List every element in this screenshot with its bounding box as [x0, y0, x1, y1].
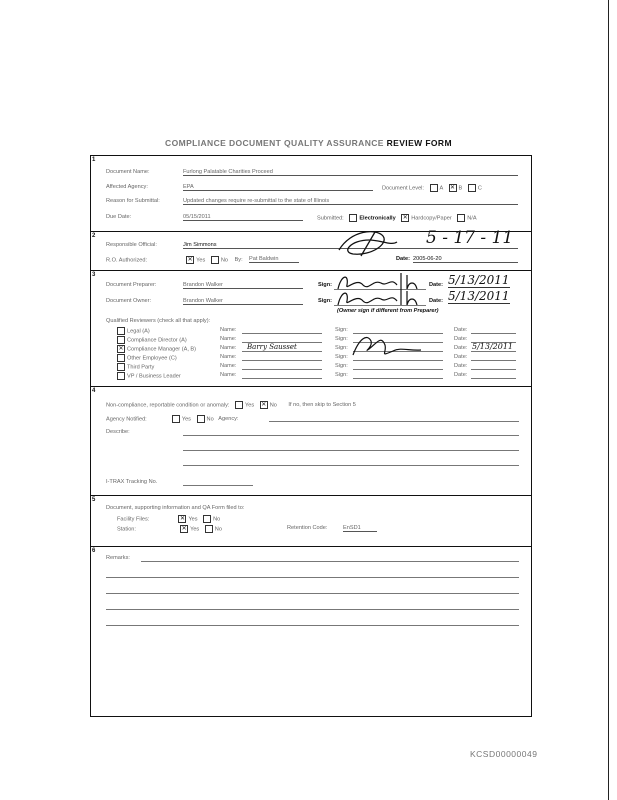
- reviewer-row: [113, 336, 187, 344]
- station-yes-label: Yes: [190, 526, 200, 533]
- reviewer-sign-line[interactable]: [353, 369, 443, 370]
- tracking-label: I-TRAX Tracking No.: [106, 479, 158, 485]
- reviewer-date-line[interactable]: [471, 369, 516, 370]
- due-date-label: Due Date:: [106, 214, 132, 220]
- reviewer-date-label: Date:: [454, 327, 468, 333]
- noncompliance-no-label: No: [269, 402, 277, 409]
- remarks-line[interactable]: [106, 625, 519, 626]
- reviewer-label: Legal (A): [127, 328, 150, 335]
- reviewer-date-line[interactable]: [471, 378, 516, 379]
- reviewer-label: Third Party: [127, 364, 155, 371]
- reviewer-checkbox[interactable]: ✕: [118, 346, 124, 352]
- owner-sign-label: Sign:: [318, 298, 332, 304]
- retention-code-value[interactable]: EnSD1: [343, 525, 377, 532]
- reviewer-name-line[interactable]: [242, 351, 322, 352]
- section-2: [91, 228, 531, 271]
- ro-no-label: No: [220, 257, 229, 264]
- reviewer-date-line[interactable]: [471, 360, 516, 361]
- level-c-label: C: [477, 185, 482, 192]
- na-label: N/A: [467, 215, 477, 222]
- station-yes-checkbox[interactable]: ✕: [181, 526, 187, 532]
- noncompliance-label: Non-compliance, reportable condition or anomaly:: [106, 402, 230, 409]
- reviewer-name-label: Name:: [220, 363, 237, 369]
- document-level: [382, 184, 482, 192]
- ro-yes-label: Yes: [196, 257, 206, 264]
- section-number: 1: [92, 157, 96, 163]
- section-4: [91, 387, 531, 496]
- na-checkbox[interactable]: [457, 214, 465, 222]
- section-6: [91, 547, 531, 716]
- agency-no-label: No: [206, 416, 214, 423]
- skip-note: If no, then skip to Section 5: [288, 402, 356, 409]
- affected-agency-label: Affected Agency:: [106, 184, 148, 190]
- section-number: 3: [92, 272, 96, 278]
- station-label: Station:: [117, 526, 136, 533]
- reviewer-name-handwritten: Barry Sausset: [247, 343, 297, 351]
- reviewer-name-label: Name:: [220, 372, 237, 378]
- reviewer-name-label: Name:: [220, 336, 237, 342]
- agency-yes-label: Yes: [181, 416, 191, 423]
- section-5: [91, 496, 531, 547]
- title-bold: REVIEW FORM: [386, 138, 452, 148]
- reviewer-checkbox[interactable]: [117, 363, 125, 371]
- reviewer-date-handwritten: 5/13/2011: [472, 342, 514, 351]
- tracking-line[interactable]: [183, 485, 253, 486]
- affected-agency-value[interactable]: EPA: [183, 184, 373, 191]
- owner-date-value: 5/13/2011: [448, 289, 510, 303]
- section-number: 5: [92, 497, 96, 503]
- preparer-value[interactable]: Brandon Walker: [183, 282, 303, 289]
- remarks-line[interactable]: [106, 577, 519, 578]
- section-1: [91, 156, 531, 232]
- reviewer-name-label: Name:: [220, 345, 237, 351]
- facility-yes-label: Yes: [188, 516, 198, 523]
- reviewer-checkbox[interactable]: [117, 336, 125, 344]
- level-a-label: A: [439, 185, 443, 192]
- describe-line[interactable]: [183, 465, 519, 466]
- remarks-label: Remarks:: [106, 555, 130, 561]
- reviewer-name-label: Name:: [220, 354, 237, 360]
- reviewer-name-line[interactable]: [242, 369, 322, 370]
- page-edge: [608, 0, 609, 800]
- agency-label: Agency:: [218, 416, 239, 423]
- reviewer-date-label: Date:: [454, 372, 468, 378]
- station-row: [117, 525, 222, 533]
- electronically-checkbox[interactable]: [349, 214, 357, 222]
- reviewer-date-label: Date:: [454, 354, 468, 360]
- preparer-sign-label: Sign:: [318, 282, 332, 288]
- reviewer-date-label: Date:: [454, 336, 468, 342]
- electronically-label: Electronically: [359, 215, 396, 222]
- responsible-official-label: Responsible Official:: [106, 242, 157, 248]
- reviewer-checkbox[interactable]: [117, 372, 125, 380]
- filed-intro: Document, supporting information and QA Form filed to:: [106, 505, 245, 511]
- reviewer-name-label: Name:: [220, 327, 237, 333]
- agency-line[interactable]: [269, 421, 519, 422]
- preparer-label: Document Preparer:: [106, 282, 157, 288]
- review-form: [90, 155, 532, 717]
- due-date-value[interactable]: 05/15/2011: [183, 214, 303, 221]
- date-label: Date:: [396, 256, 410, 262]
- date-value[interactable]: 2005-06-20: [413, 256, 518, 263]
- reviewer-label: Compliance Manager (A, B): [127, 346, 197, 353]
- reviewer-signature: [349, 331, 429, 359]
- reviewer-label: VP / Business Leader: [127, 373, 181, 380]
- owner-value[interactable]: Brandon Walker: [183, 298, 303, 305]
- reviewer-row: [113, 363, 154, 371]
- submitted-options: [317, 214, 477, 222]
- reviewer-date-label: Date:: [454, 363, 468, 369]
- describe-line[interactable]: [183, 450, 519, 451]
- remarks-line[interactable]: [106, 609, 519, 610]
- facility-no-label: No: [213, 516, 221, 523]
- reviewer-sign-label: Sign:: [335, 372, 348, 378]
- preparer-date-label: Date:: [429, 282, 443, 288]
- reviewer-sign-line[interactable]: [353, 360, 443, 361]
- owner-label: Document Owner:: [106, 298, 152, 304]
- facility-files-label: Facility Files:: [117, 516, 150, 523]
- reviewer-row: [113, 354, 177, 362]
- reviewer-sign-line[interactable]: [353, 378, 443, 379]
- describe-label: Describe:: [106, 429, 130, 435]
- section-number: 6: [92, 548, 96, 554]
- by-value[interactable]: Pat Baldwin: [249, 256, 299, 263]
- form-title: [0, 138, 617, 148]
- agency-notified-row: [106, 415, 238, 423]
- reviewer-row: [113, 372, 181, 380]
- owner-date-label: Date:: [429, 298, 443, 304]
- section-number: 2: [92, 233, 96, 239]
- hardcopy-checkbox[interactable]: ✕: [402, 215, 408, 221]
- reviewer-label: Other Employee (C): [127, 355, 177, 362]
- document-name-label: Document Name:: [106, 169, 150, 175]
- level-b-label: B: [458, 185, 463, 192]
- title-light: COMPLIANCE DOCUMENT QUALITY ASSURANCE: [165, 138, 384, 148]
- level-b-checkbox[interactable]: ✕: [450, 185, 456, 191]
- facility-yes-checkbox[interactable]: ✕: [179, 516, 185, 522]
- noncompliance-no-checkbox[interactable]: ✕: [261, 402, 267, 408]
- retention-code-label: Retention Code:: [287, 525, 328, 531]
- station-no-checkbox[interactable]: [205, 525, 213, 533]
- ro-no-checkbox[interactable]: [211, 256, 219, 264]
- remarks-line[interactable]: [141, 561, 519, 562]
- reviewer-sign-label: Sign:: [335, 354, 348, 360]
- hardcopy-label: Hardcopy/Paper: [411, 215, 452, 222]
- level-a-checkbox[interactable]: [430, 184, 438, 192]
- submitted-label: Submitted:: [317, 215, 344, 222]
- signature-date-handwritten: 5 - 17 - 11: [426, 228, 514, 248]
- reviewer-date-line[interactable]: [471, 333, 516, 334]
- station-no-label: No: [214, 526, 222, 533]
- reviewer-row: [113, 345, 196, 353]
- responsible-official-signature: [331, 228, 401, 260]
- ro-yes-checkbox[interactable]: ✕: [187, 257, 193, 263]
- level-c-checkbox[interactable]: [468, 184, 476, 192]
- facility-no-checkbox[interactable]: [203, 515, 211, 523]
- noncompliance-yes-checkbox[interactable]: [235, 401, 243, 409]
- reason-label: Reason for Submittal:: [106, 198, 160, 204]
- reviewer-sign-label: Sign:: [335, 327, 348, 333]
- describe-line[interactable]: [183, 435, 519, 436]
- reviewer-label: Compliance Director (A): [127, 337, 187, 344]
- qualified-reviewers-label: Qualified Reviewers (check all that apply):: [106, 318, 211, 324]
- ro-authorized: [106, 256, 243, 264]
- reviewer-date-label: Date:: [454, 345, 468, 351]
- reviewer-sign-label: Sign:: [335, 363, 348, 369]
- reviewer-date-line[interactable]: [471, 351, 516, 352]
- agency-yes-checkbox[interactable]: [172, 415, 180, 423]
- reviewer-name-line[interactable]: [242, 360, 322, 361]
- reviewer-name-line[interactable]: [242, 378, 322, 379]
- reviewer-sign-label: Sign:: [335, 336, 348, 342]
- section-number: 4: [92, 388, 96, 394]
- facility-files-row: [117, 515, 220, 523]
- agency-notified-label: Agency Notified:: [106, 416, 147, 423]
- reason-value[interactable]: Updated changes require re-submittal to the state of Illinois: [183, 198, 518, 205]
- responsible-official-value[interactable]: Jim Simmons: [183, 242, 518, 249]
- noncompliance-yes-label: Yes: [245, 402, 255, 409]
- reviewer-sign-label: Sign:: [335, 345, 348, 351]
- ro-authorized-label: R.O. Authorized:: [106, 257, 148, 264]
- reviewer-checkbox[interactable]: [117, 354, 125, 362]
- by-label: By:: [234, 257, 243, 264]
- reviewer-row: [113, 327, 150, 335]
- preparer-date-value: 5/13/2011: [448, 273, 510, 287]
- document-name-value[interactable]: Furlong Palatable Charities Proceed: [183, 169, 518, 176]
- agency-no-checkbox[interactable]: [197, 415, 205, 423]
- reviewer-checkbox[interactable]: [117, 327, 125, 335]
- noncompliance-row: [106, 401, 356, 409]
- owner-note: (Owner sign if different from Preparer): [337, 308, 439, 314]
- reviewer-name-line[interactable]: [242, 333, 322, 334]
- remarks-line[interactable]: [106, 593, 519, 594]
- document-level-label: Document Level:: [382, 185, 424, 192]
- owner-signature: [335, 287, 420, 309]
- bates-number: KCSD00000049: [470, 749, 538, 759]
- section-3: [91, 271, 531, 387]
